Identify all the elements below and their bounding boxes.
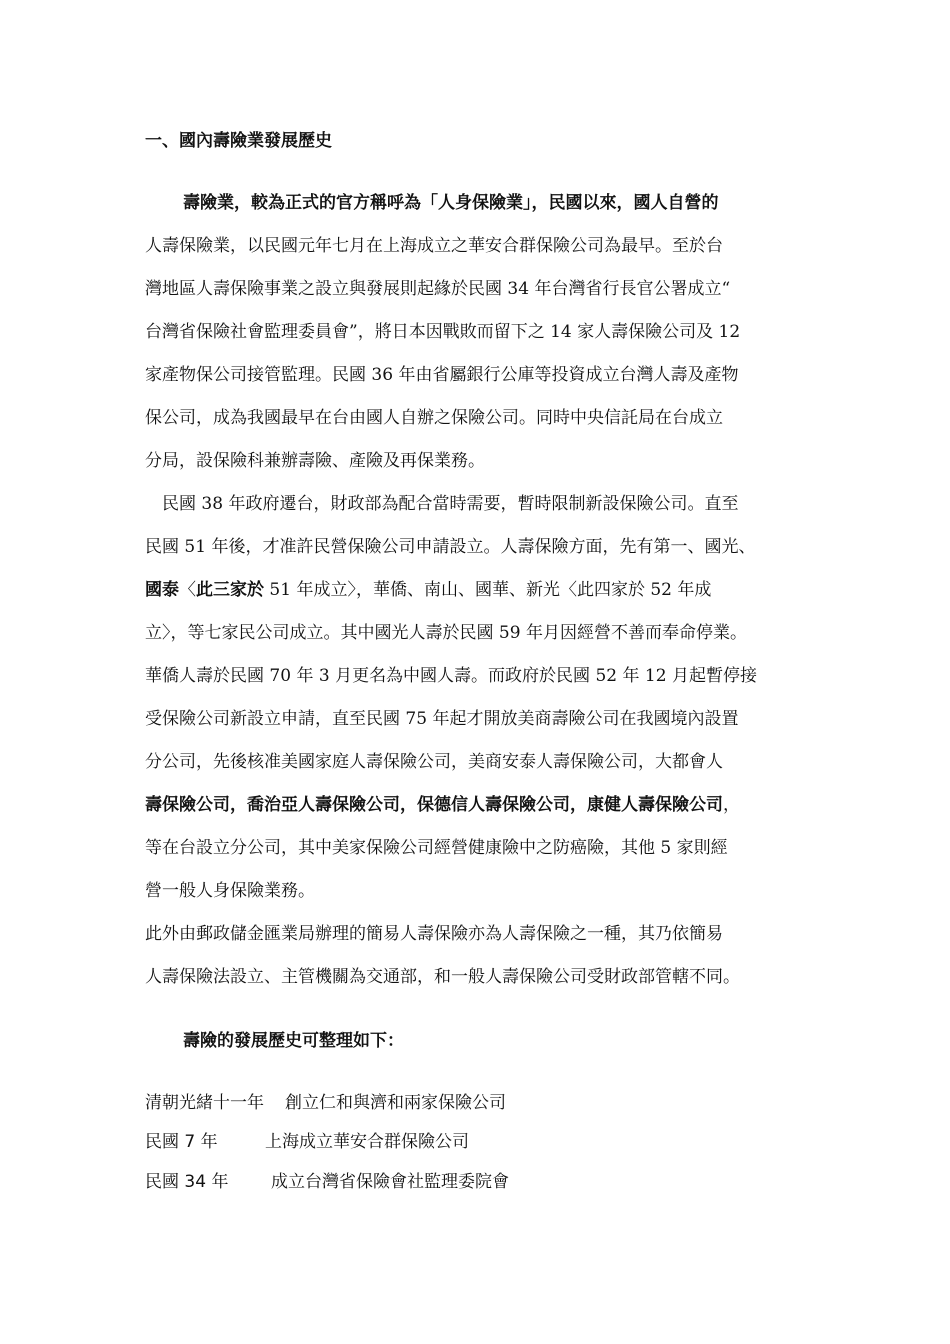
- paragraph3-line2: 人壽保險法設立、主管機關為交通部，和一般人壽保險公司受財政部管轄不同。: [145, 967, 740, 987]
- timeline-date: 清朝光緒十一年: [145, 1093, 264, 1113]
- history-heading: 壽險的發展歷史可整理如下：: [183, 1031, 404, 1051]
- paragraph2-line2: 民國 51 年後，才准許民營保險公司申請設立。人壽保險方面，先有第一、國光、: [145, 537, 756, 557]
- paragraph1-line6: 保公司，成為我國最早在台由國人自辦之保險公司。同時中央信託局在台成立: [145, 408, 723, 428]
- paragraph1-line5: 家產物保公司接管監理。民國 36 年由省屬銀行公庫等投資成立台灣人壽及產物: [145, 365, 739, 385]
- paragraph2-line7: 分公司，先後核准美國家庭人壽保險公司，美商安泰人壽保險公司，大都會人: [145, 752, 723, 772]
- timeline-event: 成立台灣省保險會社監理委院會: [271, 1172, 509, 1192]
- timeline-event: 上海成立華安合群保險公司: [265, 1132, 469, 1152]
- paragraph2-line4: 立〉，等七家民公司成立。其中國光人壽於民國 59 年月因經營不善而奉命停業。: [145, 623, 747, 643]
- paragraph2-line3: [145, 577, 711, 603]
- timeline-event: 創立仁和與濟和兩家保險公司: [285, 1093, 506, 1113]
- bracket-open: 〈: [179, 580, 196, 600]
- paragraph2-line1: 民國 38 年政府遷台，財政部為配合當時需要，暫時限制新設保險公司。直至: [162, 494, 739, 514]
- timeline-date: 民國 34 年: [145, 1172, 229, 1192]
- paragraph1-line2: 人壽保險業，以民國元年七月在上海成立之華安合群保險公司為最早。至於台: [145, 236, 723, 256]
- paragraph1-line3: 灣地區人壽保險事業之設立與發展則起緣於民國 34 年台灣省行長官公署成立“: [145, 279, 731, 299]
- paragraph2-line5: 華僑人壽於民國 70 年 3 月更名為中國人壽。而政府於民國 52 年 12 月起暫停接: [145, 666, 757, 686]
- timeline-item: [145, 1090, 845, 1116]
- paragraph1-line4: 台灣省保險社會監理委員會”，將日本因戰敗而留下之 14 家人壽保險公司及 12: [145, 322, 741, 342]
- paragraph2-line6: 受保險公司新設立申請，直至民國 75 年起才開放美商壽險公司在我國境內設置: [145, 709, 739, 729]
- paragraph2-line3-rest: 51 年成立〉，華僑、南山、國華、新光〈此四家於 52 年成: [264, 580, 712, 600]
- paragraph1-line7: 分局，設保險科兼辦壽險、產險及再保業務。: [145, 451, 485, 471]
- paragraph2-line8-rest: ，: [723, 795, 740, 815]
- bold-span-guotai: 國泰: [145, 580, 179, 600]
- bold-span-foreign-insurers: 壽保險公司，喬治亞人壽保險公司，保德信人壽保險公司，康健人壽保險公司: [145, 795, 723, 815]
- timeline-item: [145, 1129, 845, 1155]
- paragraph1-line1: 壽險業，較為正式的官方稱呼為「人身保險業」，民國以來，國人自營的: [183, 193, 719, 213]
- paragraph2-line8: [145, 792, 740, 818]
- paragraph2-line9: 等在台設立分公司，其中美家保險公司經營健康險中之防癌險，其他 5 家則經: [145, 838, 728, 858]
- paragraph2-line10: 營一般人身保險業務。: [145, 881, 315, 901]
- paragraph3-line1: 此外由郵政儲金匯業局辦理的簡易人壽保險亦為人壽保險之一種，其乃依簡易: [145, 924, 723, 944]
- section-heading: 一、國內壽險業發展歷史: [145, 131, 332, 151]
- bold-span-three-companies: 此三家於: [196, 580, 264, 600]
- timeline-date: 民國 7 年: [145, 1132, 218, 1152]
- timeline-item: [145, 1169, 845, 1195]
